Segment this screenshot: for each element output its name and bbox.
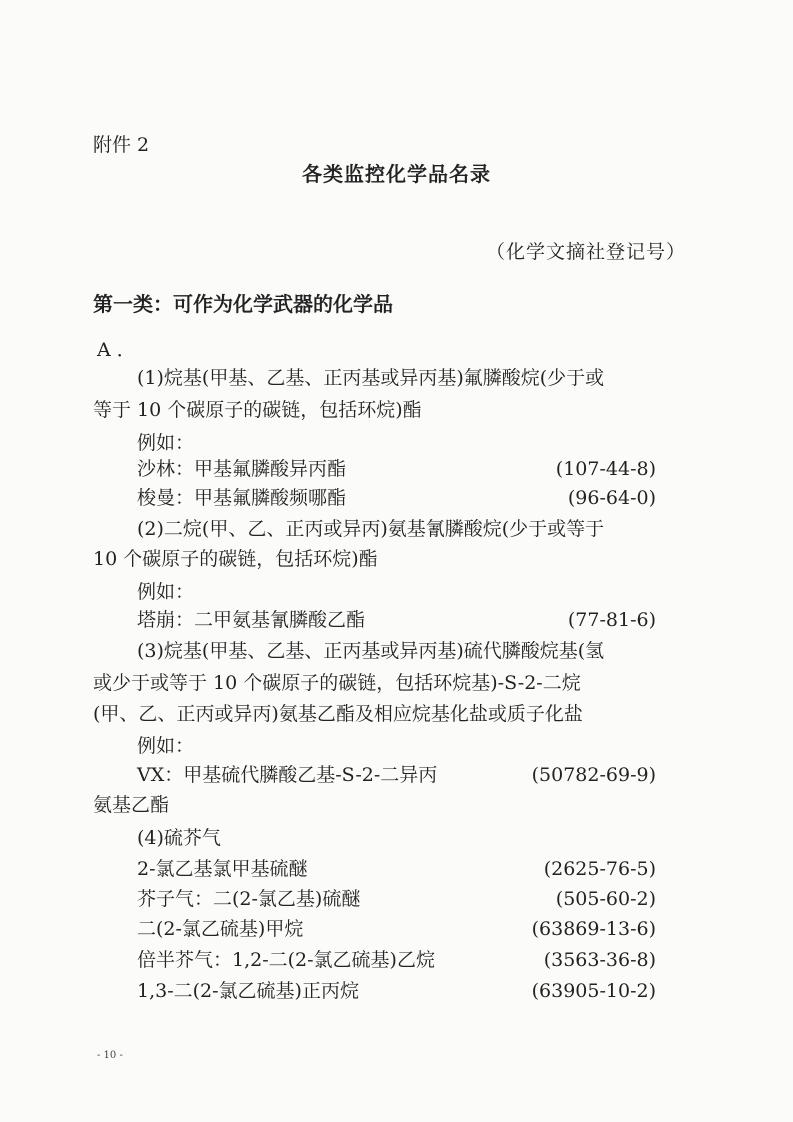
item1-example-label: 例如： [137,432,195,454]
section-a-heading: A． [97,339,142,361]
page-number: - 10 - [97,1050,123,1061]
mustard1-name: 2-氯乙基氯甲基硫醚 [137,858,308,880]
item3-line2: 或少于或等于 10 个碳原子的碳链，包括环烷基)-S-2-二烷 [93,672,581,694]
item2-line2: 10 个碳原子的碳链，包括环烷)酯 [93,548,378,570]
mustard5-name: 1,3-二(2-氯乙硫基)正丙烷 [137,980,359,1002]
soman-name: 梭曼：甲基氟膦酸频哪酯 [137,487,347,509]
sarin-name: 沙林：甲基氟膦酸异丙酯 [137,458,347,480]
category-heading: 第一类：可作为化学武器的化学品 [93,292,393,316]
item2-example-label: 例如： [137,581,195,603]
item4-heading: (4)硫芥气 [137,827,221,849]
item3-line1: (3)烷基(甲基、乙基、正丙基或异丙基)硫代膦酸烷基(氢 [137,640,605,662]
mustard4-cas: (3563-36-8) [543,949,656,971]
mustard2-cas: (505-60-2) [555,888,656,910]
item3-line3: (甲、乙、正丙或异丙)氨基乙酯及相应烷基化盐或质子化盐 [93,703,583,725]
attachment-label: 附件 2 [93,134,150,156]
mustard2-name: 芥子气：二(2-氯乙基)硫醚 [137,888,361,910]
mustard1-cas: (2625-76-5) [543,858,656,880]
mustard5-cas: (63905-10-2) [531,980,656,1002]
registry-note: （化学文摘社登记号） [485,241,686,263]
tabun-cas: (77-81-6) [567,609,656,631]
item2-line1: (2)二烷(甲、乙、正丙或异丙)氨基氰膦酸烷(少于或等于 [137,518,605,540]
mustard4-name: 倍半芥气：1,2-二(2-氯乙硫基)乙烷 [137,949,435,971]
item3-example-label: 例如： [137,735,195,757]
item1-line2: 等于 10 个碳原子的碳链，包括环烷)酯 [93,399,422,421]
vx-cas: (50782-69-9) [531,764,656,786]
vx-name-continued: 氨基乙酯 [93,794,170,816]
mustard3-cas: (63869-13-6) [531,918,656,940]
vx-name: VX：甲基硫代膦酸乙基-S-2-二异丙 [137,764,438,786]
sarin-cas: (107-44-8) [555,458,656,480]
item1-line1: (1)烷基(甲基、乙基、正丙基或异丙基)氟膦酸烷(少于或 [137,367,605,389]
soman-cas: (96-64-0) [567,487,656,509]
tabun-name: 塔崩：二甲氨基氰膦酸乙酯 [137,609,366,631]
mustard3-name: 二(2-氯乙硫基)甲烷 [137,918,304,940]
page-title: 各类监控化学品名录 [302,162,491,186]
